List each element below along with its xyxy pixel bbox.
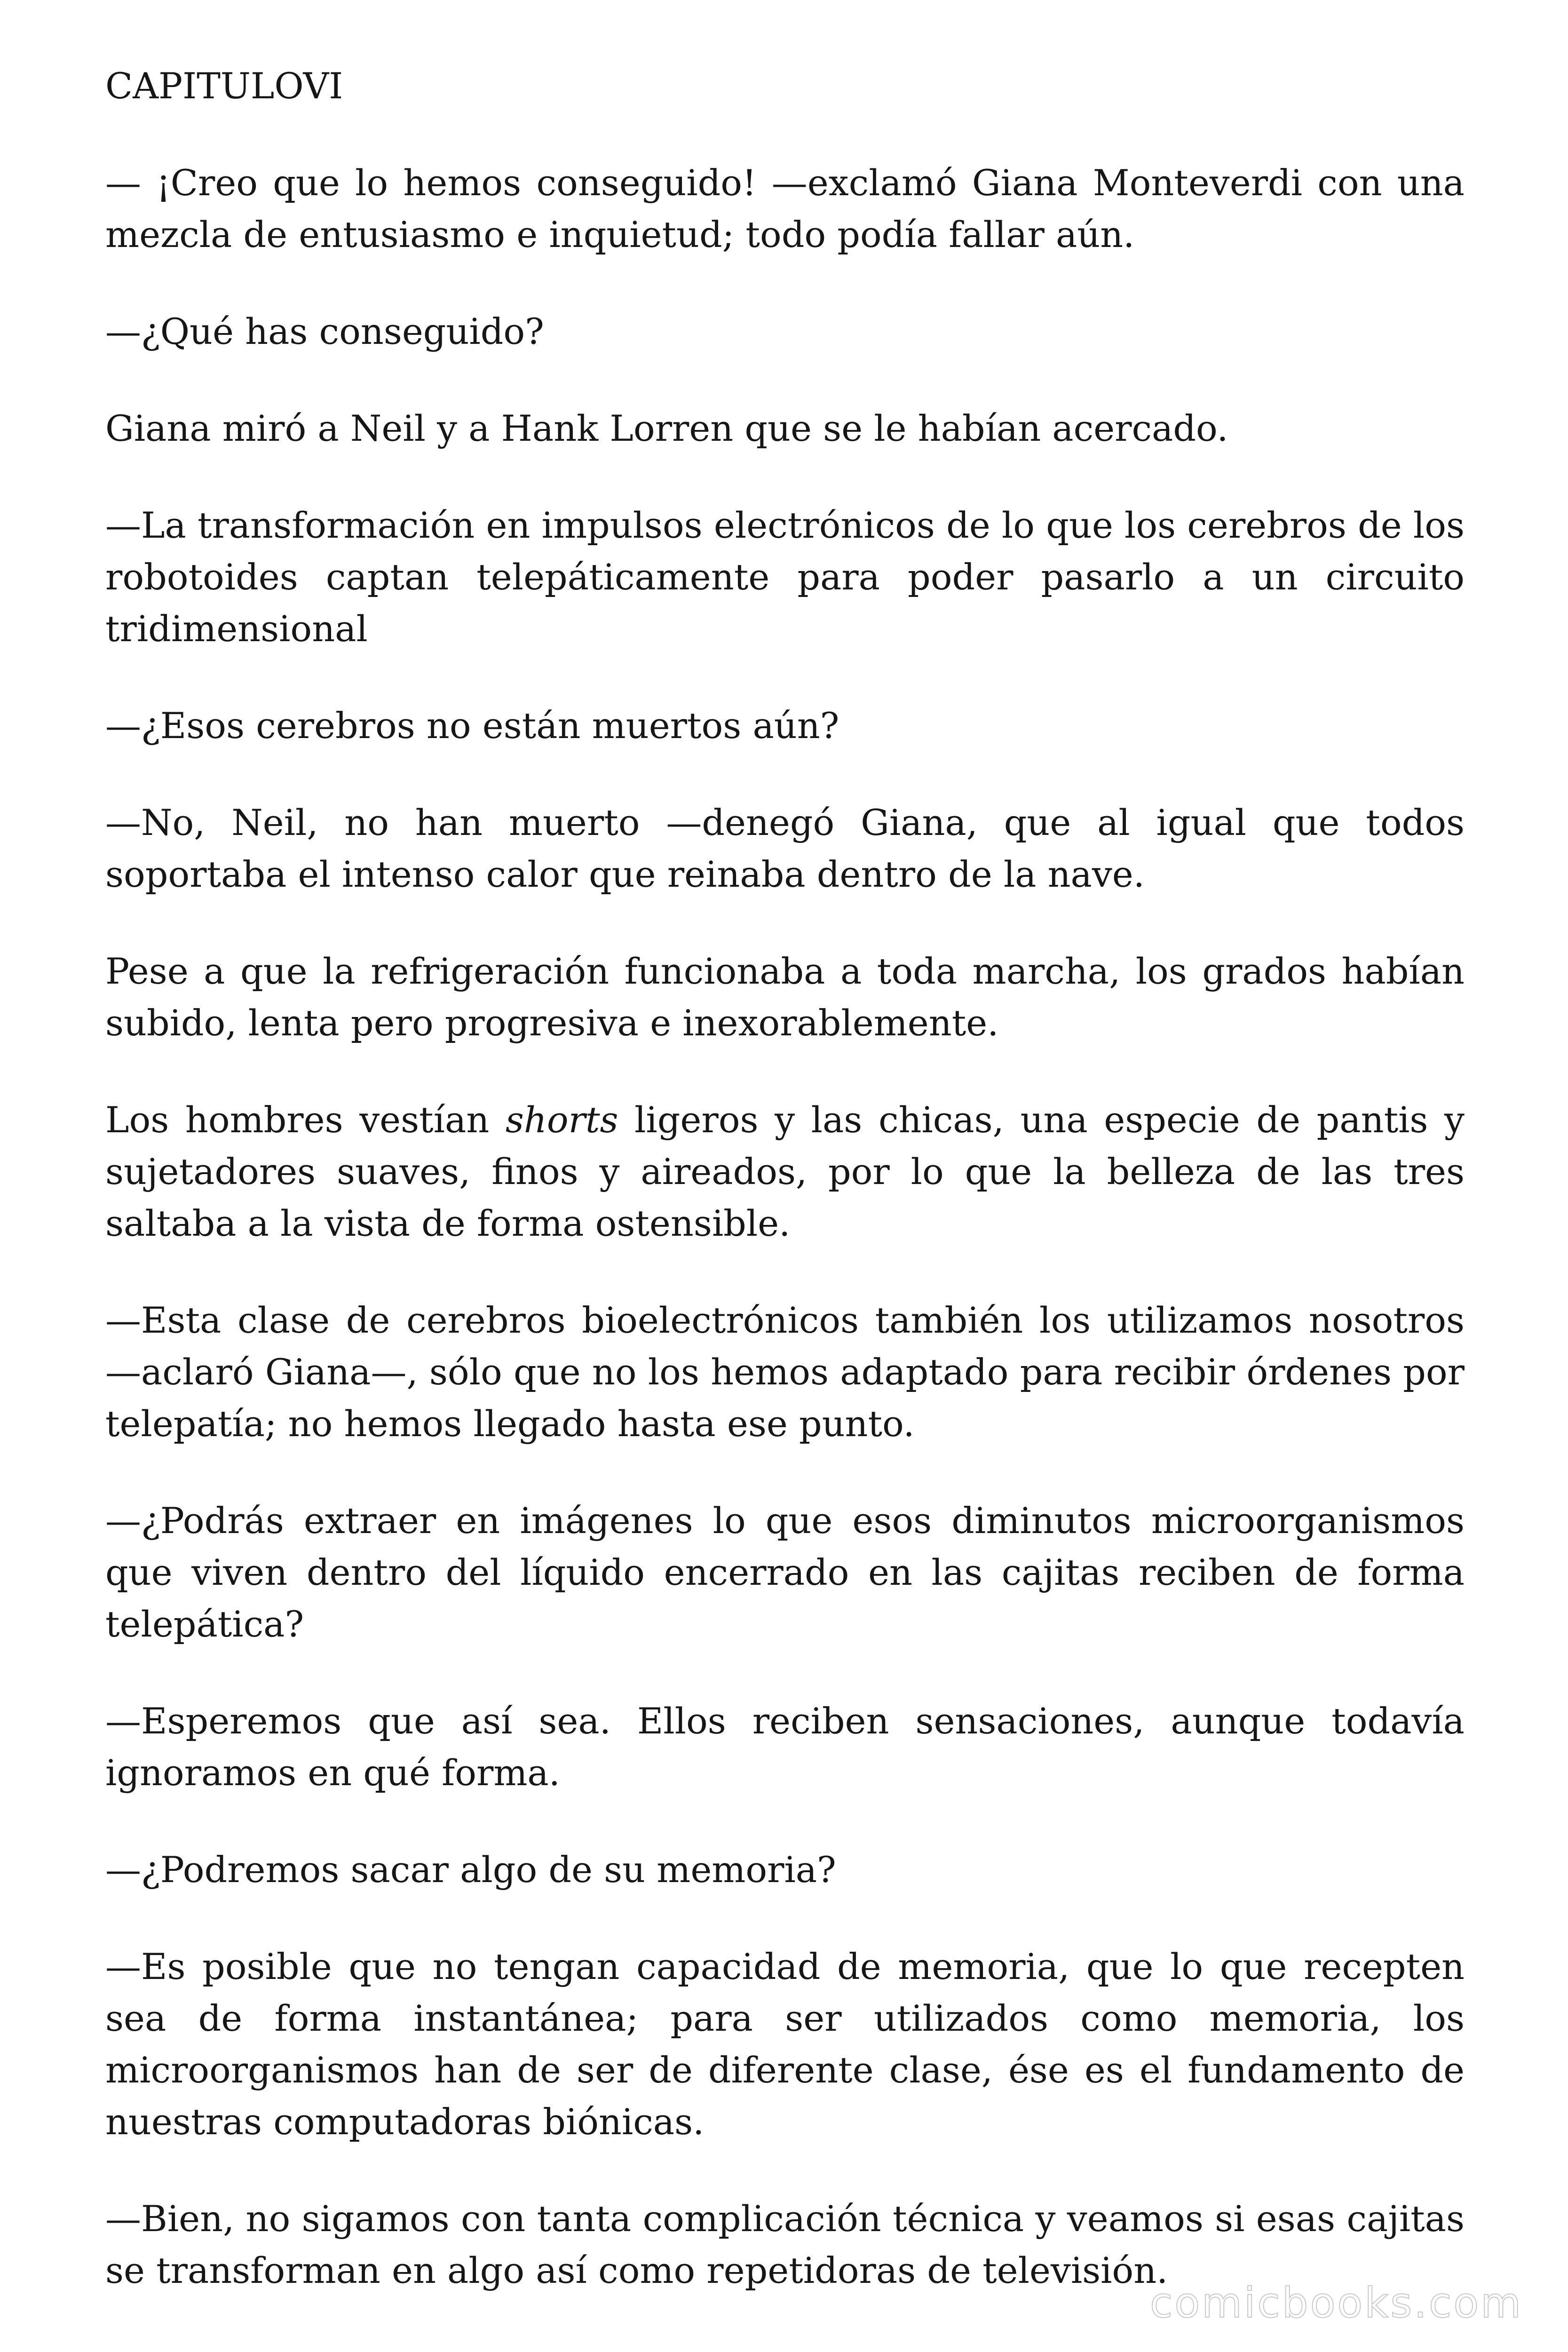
paragraph: —¿Podrás extraer en imágenes lo que esos diminutos microorganismos que viven dentro del líquido encerrado en las cajitas reciben de forma telepática? — [105, 1500, 1465, 1645]
paragraph: —¿Qué has conseguido? — [105, 310, 544, 352]
page-body — [105, 60, 1465, 2296]
paragraph: Pese a que la refrigeración funcionaba a toda marcha, los grados habían subido, lenta pero progresiva e inexorablemente. — [105, 950, 1465, 1044]
paragraph: —La transformación en impulsos electrónicos de lo que los cerebros de los robotoides captan telepáticamente para poder pasarlo a un circuito tridimensional — [105, 504, 1465, 650]
paragraph-text-after: ligeros y las chicas, una especie de pantis y sujetadores suaves, finos y aireados, por lo que la belleza de las tres saltaba a la vista de forma ostensible. — [105, 1099, 1465, 1244]
italic-word: shorts — [505, 1099, 618, 1141]
paragraph: —Esta clase de cerebros bioelectrónicos también los utilizamos nosotros —aclaró Giana—, sólo que no los hemos adaptado para recibir órdenes por telepatía; no hemos llegado hasta ese punto. — [105, 1299, 1465, 1445]
paragraph: —No, Neil, no han muerto —denegó Giana, que al igual que todos soportaba el intenso calor que reinaba dentro de la nave. — [105, 802, 1465, 895]
paragraph: —Es posible que no tengan capacidad de memoria, que lo que recepten sea de forma instantánea; para ser utilizados como memoria, los microorganismos han de ser de diferente clase, ése es el fundamento de nuestras computadoras biónicas. — [105, 1946, 1465, 2143]
paragraph-with-italic — [105, 1094, 1465, 1249]
paragraph: —¿Podremos sacar algo de su memoria? — [105, 1849, 836, 1891]
paragraph: —Bien, no sigamos con tanta complicación técnica y veamos si esas cajitas se transforman en algo así como repetidoras de televisión. — [105, 2198, 1465, 2291]
paragraph: —¿Esos cerebros no están muertos aún? — [105, 705, 839, 747]
watermark: comicbooks.com — [1149, 2279, 1523, 2327]
paragraph: — ¡Creo que lo hemos conseguido! —exclamó Giana Monteverdi con una mezcla de entusiasmo e inquietud; todo podía fallar aún. — [105, 162, 1465, 255]
paragraph: Giana miró a Neil y a Hank Lorren que se le habían acercado. — [105, 407, 1228, 449]
paragraph-text-before: Los hombres vestían — [105, 1099, 506, 1141]
paragraph: —Esperemos que así sea. Ellos reciben sensaciones, aunque todavía ignoramos en qué forma. — [105, 1700, 1465, 1794]
chapter-heading: CAPITULOVI — [105, 65, 343, 107]
